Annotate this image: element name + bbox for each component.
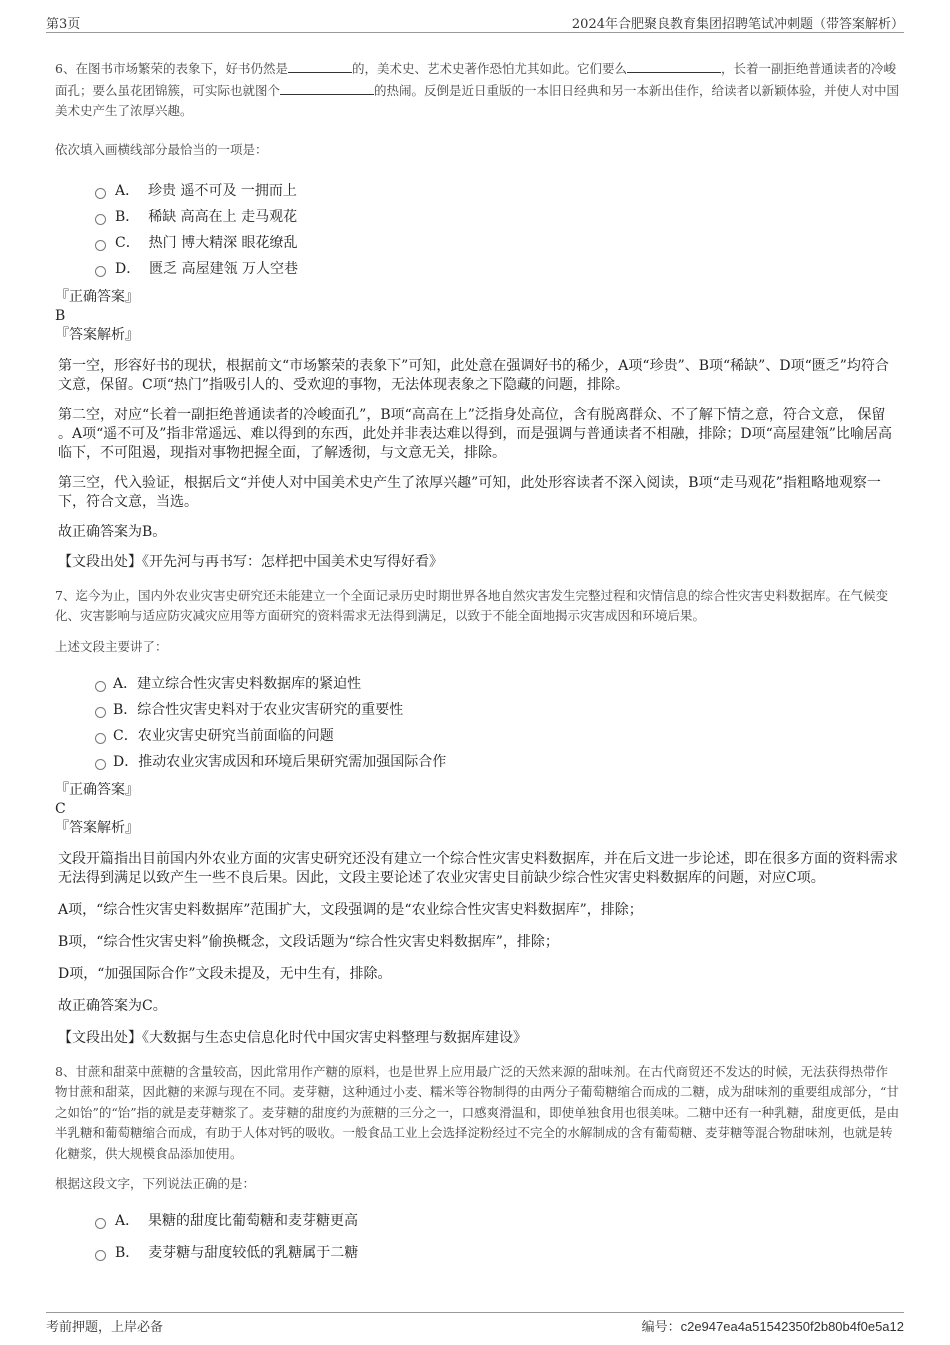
radio-icon[interactable]	[95, 681, 106, 692]
option-c[interactable]: C．农业灾害史研究当前面临的问题	[55, 723, 900, 749]
question-prompt: 根据这段文字，下列说法正确的是：	[55, 1176, 256, 1191]
radio-icon[interactable]	[95, 1250, 106, 1261]
question-7	[55, 586, 900, 1048]
question-text: 6、在图书市场繁荣的表象下，好书仍然是 的，美术史、艺术史著作恐怕尤其如此。它们要么 ，长着一副拒绝普通读者的冷峻面孔；要么虽花团锦簇，可实际也就图个 的热闹。反倒是近日重版的一本旧日经典和另一本新出佳作，给读者以新颖体验，并使人对中国美术史产生了浓厚兴趣。	[55, 58, 900, 122]
option-b[interactable]: B． 稀缺 高高在上 走马观花	[55, 204, 900, 230]
radio-icon[interactable]	[95, 759, 106, 770]
answer-value: B	[55, 307, 66, 324]
answer-value: C	[55, 800, 66, 817]
answer-label: 『正确答案』	[55, 781, 139, 798]
option-c[interactable]: C． 热门 博大精深 眼花缭乱	[55, 230, 900, 256]
option-list	[55, 1208, 900, 1266]
option-list	[55, 178, 900, 282]
analysis-body	[55, 357, 900, 572]
page-header	[46, 10, 904, 33]
option-a[interactable]: A． 果糖的甜度比葡萄糖和麦芽糖更高	[55, 1208, 900, 1240]
option-a[interactable]: A． 珍贵 遥不可及 一拥而上	[55, 178, 900, 204]
question-text: 7、迄今为止，国内外农业灾害史研究还未能建立一个全面记录历史时期世界各地自然灾害发生完整过程和灾情信息的综合性灾害史料数据库。在气候变化、灾害影响与适应防灾减灾应用等方面研究的资料需求无法得到满足，以致于不能全面地揭示灾害成因和环境后果。	[55, 587, 888, 623]
analysis-label: 『答案解析』	[55, 819, 139, 836]
option-d[interactable]: D．推动农业灾害成因和环境后果研究需加强国际合作	[55, 749, 900, 775]
document-title: 2024年合肥聚良教育集团招聘笔试冲刺题（带答案解析）	[571, 17, 904, 32]
analysis-paragraph: 故正确答案为B。	[58, 523, 167, 540]
blank-2	[627, 58, 721, 73]
question-8	[55, 1062, 900, 1267]
analysis-paragraph: 第一空，形容好书的现状，根据前文“市场繁荣的表象下”可知，此处意在强调好书的稀少，A项“珍贵”、B项“稀缺”、D项“匮乏”均符合文意，保留。C项“热门”指吸引人的、受欢迎的事物，无法体现表象之下隐藏的问题，排除。	[58, 357, 889, 393]
radio-icon[interactable]	[95, 240, 106, 251]
analysis-label: 『答案解析』	[55, 326, 139, 343]
page-number: 第3页	[46, 17, 81, 32]
blank-3	[280, 80, 374, 95]
radio-icon[interactable]	[95, 188, 106, 199]
option-b[interactable]: B．综合性灾害史料对于农业灾害研究的重要性	[55, 697, 900, 723]
document-code: 编号：c2e947ea4a51542350f2b80b4f0e5a12	[641, 1319, 904, 1335]
analysis-paragraph: D项，“加强国际合作”文段未提及，无中生有，排除。	[58, 965, 392, 982]
radio-icon[interactable]	[95, 266, 106, 277]
option-d[interactable]: D． 匮乏 高屋建瓴 万人空巷	[55, 256, 900, 282]
source-citation: 【文段出处】《开先河与再书写：怎样把中国美术史写得好看》	[58, 553, 443, 570]
answer-label: 『正确答案』	[55, 288, 139, 305]
analysis-paragraph: 故正确答案为C。	[58, 997, 167, 1014]
radio-icon[interactable]	[95, 733, 106, 744]
analysis-paragraph: 第二空，对应“长着一副拒绝普通读者的冷峻面孔”，B项“高高在上”泛指身处高位，含有脱离群众、不了解下情之意，符合文意， 保留 。A项“遥不可及”指非常遥远、难以得到的东西，此处并非表达难以得到，而是强调与普通读者不相融，排除；D项“高屋建瓴”比喻居高临下，不可阻遏，现指对事物把握全面，了解透彻，与文意无关，排除。	[58, 406, 892, 461]
option-list	[55, 671, 900, 775]
footer-slogan: 考前押题，上岸必备	[46, 1320, 164, 1335]
analysis-paragraph: A项，“综合性灾害史料数据库”范围扩大，文段强调的是“农业综合性灾害史料数据库”，排除；	[58, 901, 643, 918]
option-a[interactable]: A．建立综合性灾害史料数据库的紧迫性	[55, 671, 900, 697]
question-6	[55, 58, 900, 572]
page-footer	[46, 1312, 904, 1339]
analysis-body	[55, 850, 900, 1048]
blank-1	[288, 58, 352, 73]
option-b[interactable]: B． 麦芽糖与甜度较低的乳糖属于二糖	[55, 1240, 900, 1266]
question-prompt: 依次填入画横线部分最恰当的一项是：	[55, 141, 268, 157]
radio-icon[interactable]	[95, 1218, 106, 1229]
analysis-paragraph: 文段开篇指出目前国内外农业方面的灾害史研究还没有建立一个综合性灾害史料数据库，并在后文进一步论述，即在很多方面的资料需求无法得到满足以致产生一些不良后果。因此，文段主要论述了农业灾害史目前缺少综合性灾害史料数据库的问题，对应C项。	[58, 850, 898, 886]
analysis-paragraph: B项，“综合性灾害史料”偷换概念，文段话题为“综合性灾害史料数据库”，排除；	[58, 933, 559, 950]
radio-icon[interactable]	[95, 214, 106, 225]
page-content	[55, 58, 900, 1266]
question-prompt: 上述文段主要讲了：	[55, 638, 168, 654]
analysis-paragraph: 第三空，代入验证，根据后文“并使人对中国美术史产生了浓厚兴趣”可知，此处形容读者不深入阅读，B项“走马观花”指粗略地观察一下，符合文意，当选。	[58, 474, 881, 510]
radio-icon[interactable]	[95, 707, 106, 718]
source-citation: 【文段出处】《大数据与生态史信息化时代中国灾害史料整理与数据库建设》	[58, 1029, 527, 1046]
question-text: 8、甘蔗和甜菜中蔗糖的含量较高，因此常用作产糖的原料，也是世界上应用最广泛的天然来源的甜味剂。在古代商贸还不发达的时候，无法获得热带作物甘蔗和甜菜，因此糖的来源与现在不同。麦芽糖，这种通过小麦、糯米等谷物制得的由两分子葡萄糖缩合而成的二糖，成为甜味剂的重要组成部分，“甘之如饴”的“饴”指的就是麦芽糖浆了。麦芽糖的甜度约为蔗糖的三分之一，口感爽滑温和，即使单独食用也很美味。二糖中还有一种乳糖，甜度更低，是由半乳糖和葡萄糖缩合而成，有助于人体对钙的吸收。一般食品工业上会选择淀粉经过不完全的水解制成的含有葡萄糖、麦芽糖等混合物甜味剂，也就是转化糖浆，供大规模食品添加使用。	[55, 1063, 900, 1161]
